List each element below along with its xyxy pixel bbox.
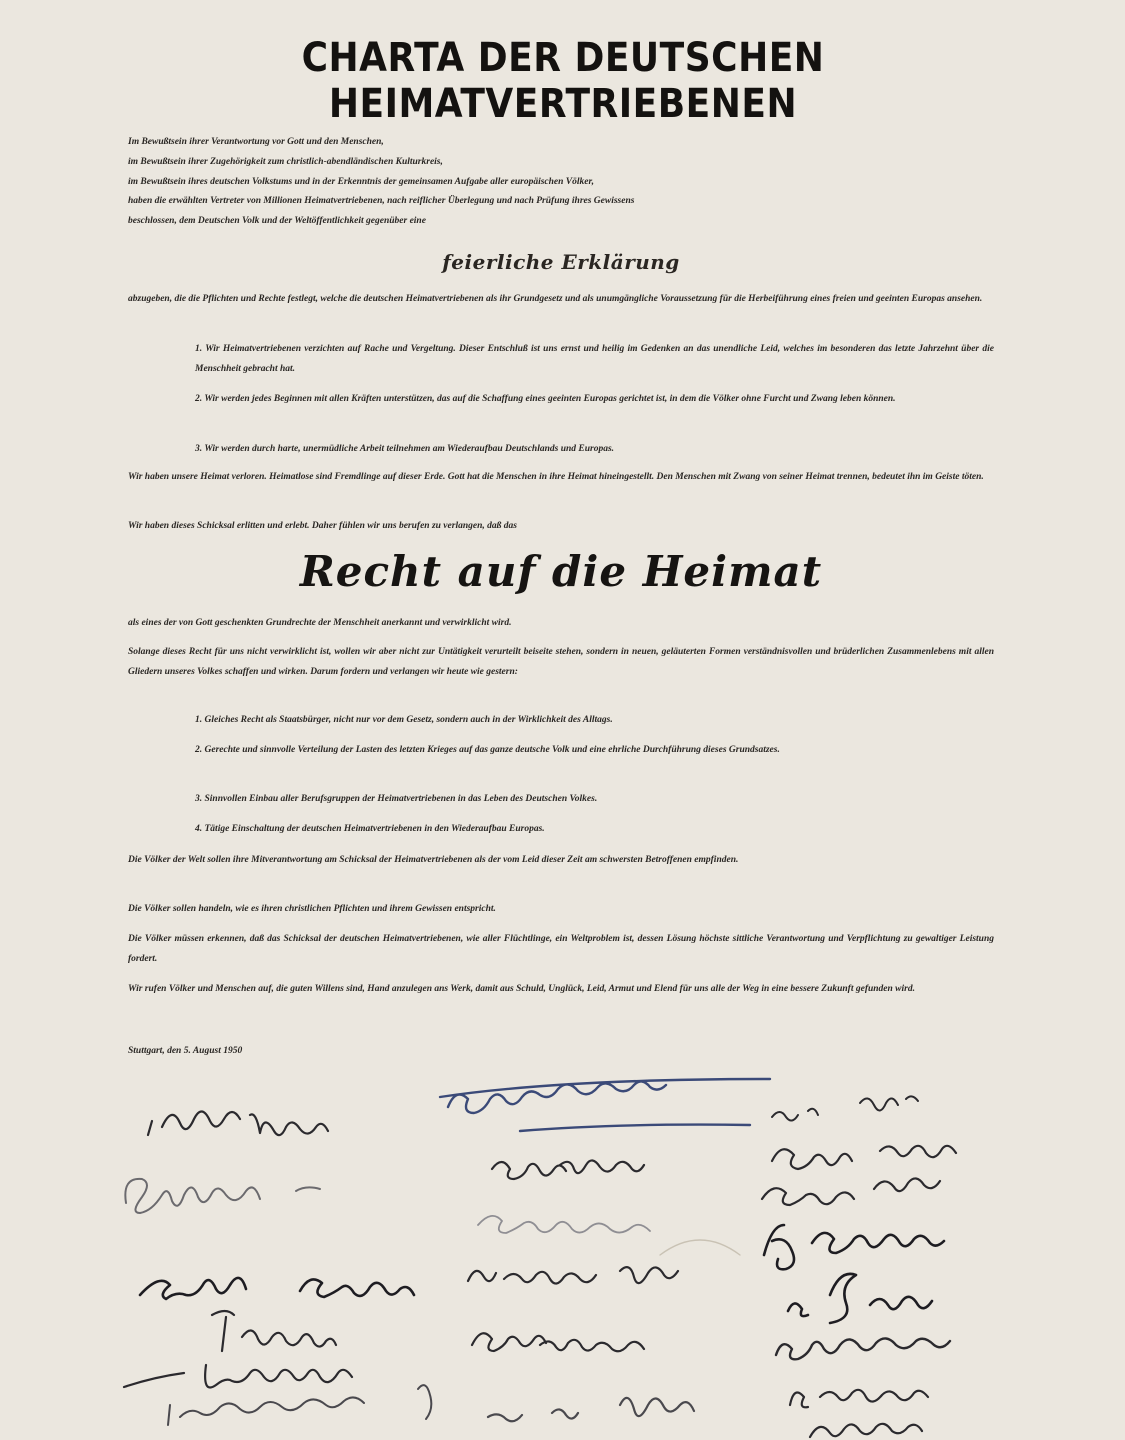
signature-4 xyxy=(212,1311,336,1351)
signature-14 xyxy=(772,1146,956,1169)
fate-paragraph: Wir haben dieses Schicksal erlitten und erlebt. Daher fühlen wir uns berufen zu verlangen, daß das xyxy=(128,521,517,531)
homeland-paragraph: Wir haben unsere Heimat verloren. Heimatlose sind Fremdlinge auf dieser Erde. Gott hat die Menschen in ihre Heimat hineingestellt. Den Menschen mit Zwang von seiner Heimat trennen, bedeutet ihn im Geiste töten. xyxy=(128,472,984,482)
intro-block xyxy=(128,133,994,232)
intro-line: im Bewußtsein ihrer Zugehörigkeit zum christlich-abendländischen Kulturkreis, xyxy=(128,156,443,167)
signature-10 xyxy=(468,1267,678,1283)
peoples-recognize-paragraph: Die Völker müssen erkennen, daß das Schicksal der deutschen Heimatvertriebenen, wie aller Flüchtlinge, ein Weltproblem ist, dessen Lösung höchste sittliche Verantwortung und Verpflichtung zu gewaltiger Leistung fordert. xyxy=(128,934,994,964)
signature-1 xyxy=(148,1111,328,1135)
demand-item-4: 4. Tätige Einschaltung der deutschen Heimatvertriebenen in den Wiederaufbau Europas. xyxy=(195,824,545,834)
declaration-intro: abzugeben, die die Pflichten und Rechte festlegt, welche die deutschen Heimatvertriebenen als ihr Grundgesetz und als unumgängliche Voraussetzung für die Herbeiführung eines freien und geeinten Europas ansehen. xyxy=(128,294,983,304)
solong-paragraph: Solange dieses Recht für uns nicht verwirklicht ist, wollen wir aber nicht zur Untätigkeit verurteilt beiseite stehen, sondern in neuen, geläuterten Formen verständnisvollen und brüderlichen Zusammenlebens mit allen Gliedern unseres Volkes schaffen und wirken. Darum fordern und verlangen wir heute wie gestern: xyxy=(128,647,994,677)
signature-5 xyxy=(124,1365,352,1388)
demand-item-1: 1. Gleiches Recht als Staatsbürger, nicht nur vor dem Gesetz, sondern auch in der Wirklichkeit des Alltags. xyxy=(195,715,613,725)
peoples-world-paragraph: Die Völker der Welt sollen ihre Mitverantwortung am Schicksal der Heimatvertriebenen als der vom Leid dieser Zeit am schwersten Betroffenen empfinden. xyxy=(128,855,739,865)
signature-12 xyxy=(488,1398,694,1421)
signature-2 xyxy=(125,1179,320,1213)
document-title: CHARTA DER DEUTSCHEN HEIMATVERTRIEBENEN xyxy=(301,35,825,127)
signature-3 xyxy=(140,1278,414,1299)
signature-13 xyxy=(772,1096,918,1120)
signatures-svg xyxy=(100,1065,1060,1440)
declaration-subheading: feierliche Erklärung xyxy=(442,250,680,274)
pledge-item-1: 1. Wir Heimatvertriebenen verzichten auf Rache und Vergeltung. Dieser Entschluß ist uns ernst und heilig im Gedenken an das unendliche Leid, welches im besonderen das letzte Jahrzehnt über die Menschheit gebracht hat. xyxy=(195,344,994,374)
signature-6 xyxy=(168,1385,431,1425)
recognized-paragraph: als eines der von Gott geschenkten Grundrechte der Menschheit anerkannt und verwirklicht wird. xyxy=(128,618,512,628)
signature-15 xyxy=(762,1178,940,1205)
signature-19 xyxy=(790,1390,928,1407)
signature-7 xyxy=(440,1079,770,1131)
signature-16 xyxy=(764,1225,944,1269)
pledge-item-2: 2. Wir werden jedes Beginnen mit allen Kräften unterstützen, das auf die Schaffung eines geeinten Europas gerichtet ist, in dem die Völker ohne Furcht und Zwang leben können. xyxy=(195,394,896,404)
main-heading: Recht auf die Heimat xyxy=(299,547,823,596)
signature-9 xyxy=(478,1216,650,1233)
faint-stamp xyxy=(660,1240,740,1255)
peoples-act-paragraph: Die Völker sollen handeln, wie es ihren christlichen Pflichten und ihrem Gewissen entspricht. xyxy=(128,904,496,914)
intro-line: haben die erwählten Vertreter von Millionen Heimatvertriebenen, nach reiflicher Überlegung und nach Prüfung ihres Gewissens xyxy=(128,196,635,207)
dateline: Stuttgart, den 5. August 1950 xyxy=(128,1046,243,1056)
intro-line: Im Bewußtsein ihrer Verantwortung vor Gott und den Menschen, xyxy=(128,137,384,147)
intro-line: im Bewußtsein ihres deutschen Volkstums und in der Erkenntnis der gemeinsamen Aufgabe aller europäischen Völker, xyxy=(128,176,595,187)
call-paragraph: Wir rufen Völker und Menschen auf, die guten Willens sind, Hand anzulegen ans Werk, damit aus Schuld, Unglück, Leid, Armut und Elend für uns alle der Weg in eine bessere Zukunft gefunden wird. xyxy=(128,984,915,994)
signature-20 xyxy=(810,1424,922,1437)
signature-17 xyxy=(788,1274,932,1323)
intro-line: beschlossen, dem Deutschen Volk und der Weltöffentlichkeit gegenüber eine xyxy=(128,216,426,227)
signature-8 xyxy=(492,1160,644,1179)
pledge-item-3: 3. Wir werden durch harte, unermüdliche Arbeit teilnehmen am Wiederaufbau Deutschlands und Europas. xyxy=(195,444,615,454)
signature-18 xyxy=(776,1338,950,1359)
signatures-block xyxy=(100,1065,1060,1440)
demand-item-2: 2. Gerechte und sinnvolle Verteilung der Lasten des letzten Krieges auf das ganze deutsche Volk und eine ehrliche Durchführung dieses Grundsatzes. xyxy=(195,745,780,755)
signature-11 xyxy=(472,1333,644,1351)
demand-item-3: 3. Sinnvollen Einbau aller Berufsgruppen der Heimatvertriebenen in das Leben des Deutschen Volkes. xyxy=(195,794,598,804)
